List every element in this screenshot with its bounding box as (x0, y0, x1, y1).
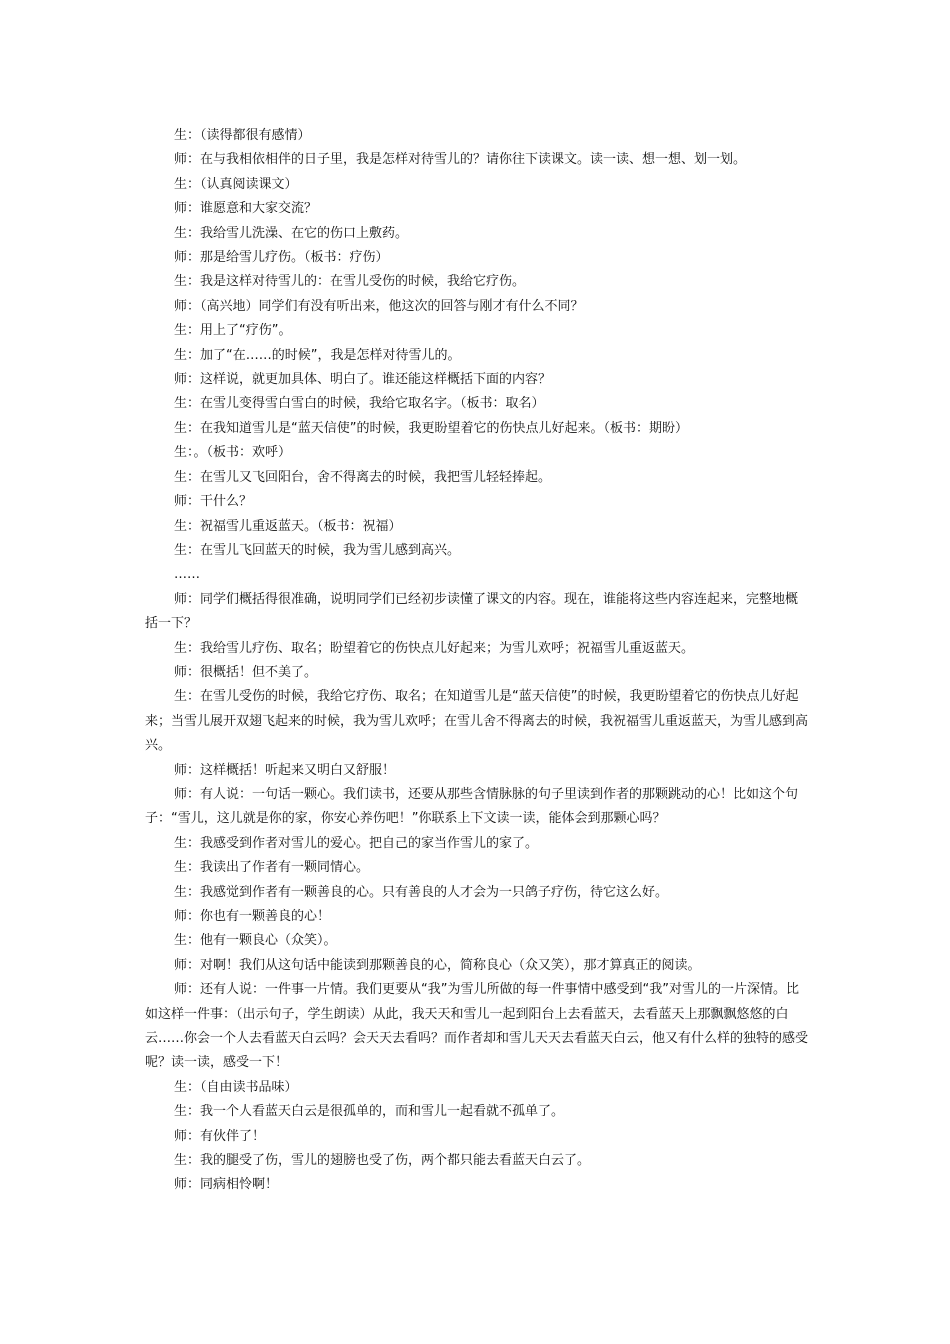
paragraph: 师：有人说：一句话一颗心。我们读书，还要从那些含情脉脉的句子里读到作者的那颗跳动的心！比如这个句子：“雪儿，这儿就是你的家，你安心养伤吧！”你联系上下文读一读，能体会到那颗心吗？ (145, 786, 799, 827)
paragraph: 生：祝福雪儿重返蓝天。（板书：祝福） (174, 518, 402, 534)
paragraph: 师：在与我相依相伴的日子里，我是怎样对待雪儿的？请你往下读课文。读一读、想一想、划一划。 (174, 152, 747, 168)
paragraph: 师：同学们概括得很准确，说明同学们已经初步读懂了课文的内容。现在，谁能将这些内容连起来，完整地概括一下？ (145, 591, 799, 632)
paragraph: 师：你也有一颗善良的心！ (174, 909, 331, 924)
paragraph: 师：这样说，就更加具体、明白了。谁还能这样概括下面的内容？ (174, 372, 552, 388)
paragraph: 师：那是给雪儿疗伤。（板书：疗伤） (174, 250, 389, 266)
paragraph: 生：（读得都很有感情） (174, 128, 311, 143)
paragraph: 生：我感受到作者对雪儿的爱心。把自己的家当作雪儿的家了。 (174, 835, 539, 851)
ellipsis-line: …… (174, 567, 200, 583)
document-body (145, 124, 810, 1198)
paragraph: 生：在雪儿飞回蓝天的时候，我为雪儿感到高兴。 (174, 542, 461, 558)
paragraph: 生：我给雪儿疗伤、取名；盼望着它的伤快点儿好起来；为雪儿欢呼；祝福雪儿重返蓝天。 (174, 640, 695, 656)
paragraph: 生：用上了“疗伤”。 (174, 323, 292, 339)
paragraph: 生：在雪儿又飞回阳台，舍不得离去的时候，我把雪儿轻轻捧起。 (174, 469, 552, 485)
paragraph: 师：有伙伴了！ (174, 1128, 266, 1144)
paragraph: 生：我是这样对待雪儿的：在雪儿受伤的时候，我给它疗伤。 (174, 274, 526, 290)
paragraph: 生：他有一颗良心（众笑）。 (174, 933, 337, 949)
paragraph: 生：加了“在……的时候”，我是怎样对待雪儿的。 (174, 347, 461, 363)
paragraph: 生：我一个人看蓝天白云是很孤单的，而和雪儿一起看就不孤单了。 (174, 1104, 565, 1120)
paragraph: 师：还有人说：一件事一片情。我们更要从“我”为雪儿所做的每一件事情中感受到“我”对雪儿的一片深情。比如这样一件事：（出示句子，学生朗读）从此，我天天和雪儿一起到阳台上去看蓝天，去看蓝天上那飘飘悠悠的白云……你会一个人去看蓝天白云吗？会天天去看吗？而作者却和雪儿天天去看蓝天白云，他又有什么样的独特的感受呢？读一读，感受一下！ (145, 982, 809, 1071)
paragraph: 师：对啊！我们从这句话中能读到那颗善良的心，简称良心（众又笑），那才算真正的阅读。 (174, 957, 701, 973)
paragraph: 师：这样概括！听起来又明白又舒服！ (174, 762, 396, 778)
paragraph: 师：干什么？ (174, 494, 253, 510)
paragraph: 师：同病相怜啊！ (174, 1177, 279, 1193)
paragraph: 生：。（板书：欢呼） (174, 445, 292, 461)
paragraph: 生：（认真阅读课文） (174, 176, 298, 192)
paragraph: 师：谁愿意和大家交流？ (174, 201, 318, 217)
paragraph: 生：我给雪儿洗澡、在它的伤口上敷药。 (174, 225, 409, 241)
paragraph: 生：在雪儿受伤的时候，我给它疗伤、取名；在知道雪儿是“蓝天信使”的时候，我更盼望着它的伤快点儿好起来；当雪儿展开双翅飞起来的时候，我为雪儿欢呼；在雪儿舍不得离去的时候，我祝福雪儿重返蓝天，为雪儿感到高兴。 (145, 689, 809, 754)
paragraph: 师：很概括！但不美了。 (174, 664, 318, 680)
paragraph: 生：在雪儿变得雪白雪白的时候，我给它取名字。（板书：取名） (174, 396, 545, 412)
paragraph: 生：（自由读书品味） (174, 1079, 298, 1095)
paragraph: 师：（高兴地）同学们有没有听出来，他这次的回答与刚才有什么不同？ (174, 298, 584, 314)
paragraph: 生：我感觉到作者有一颗善良的心。只有善良的人才会为一只鸽子疗伤，待它这么好。 (174, 884, 669, 900)
paragraph: 生：我读出了作者有一颗同情心。 (174, 860, 370, 876)
paragraph: 生：在我知道雪儿是“蓝天信使”的时候，我更盼望着它的伤快点儿好起来。（板书：期盼） (174, 420, 688, 436)
paragraph: 生：我的腿受了伤，雪儿的翅膀也受了伤，两个都只能去看蓝天白云了。 (174, 1153, 591, 1169)
